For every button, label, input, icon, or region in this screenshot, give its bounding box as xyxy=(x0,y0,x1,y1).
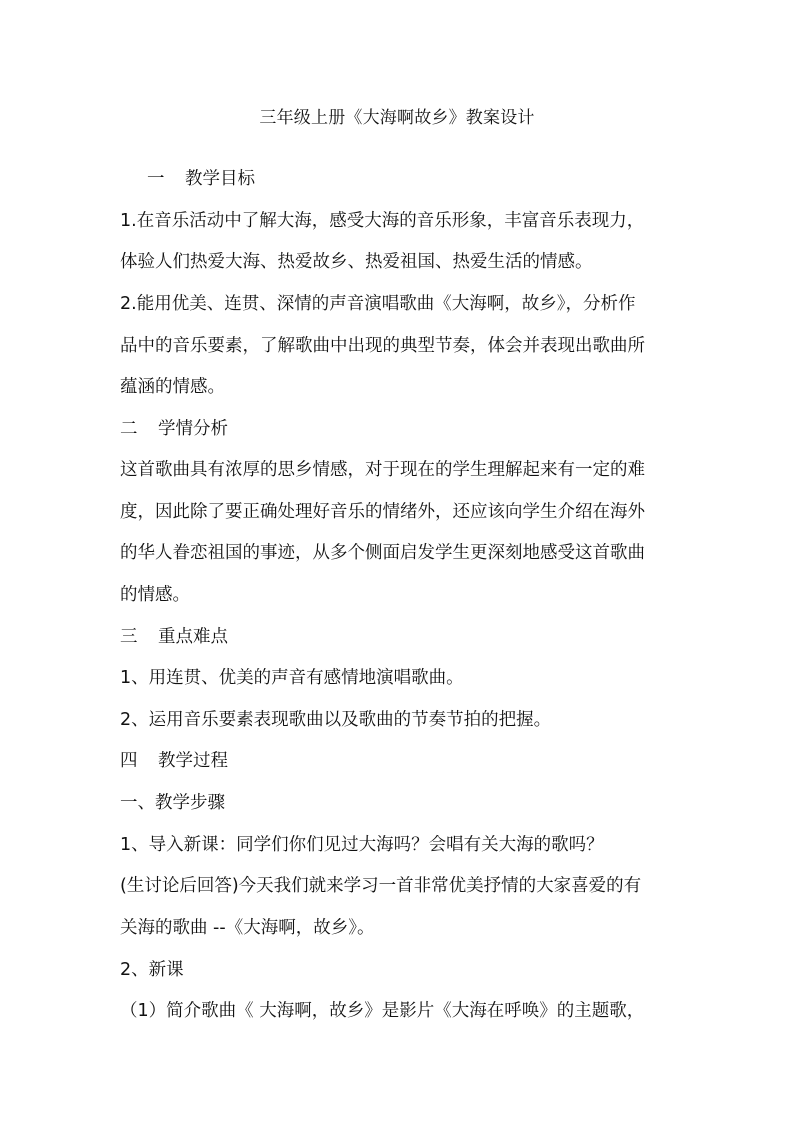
section-heading-goals xyxy=(147,166,255,192)
section-title: 教学目标 xyxy=(185,169,255,189)
paragraph-line: (生讨论后回答)今天我们就来学习一首非常优美抒情的大家喜爱的有 xyxy=(120,876,642,896)
paragraph-line: 蕴涵的情感。 xyxy=(120,377,225,397)
section-heading-process xyxy=(120,748,228,774)
list-item: （1）简介歌曲《 大海啊，故乡》是影片《大海在呼唤》的主题歌， xyxy=(120,1001,645,1021)
paragraph-line: 关海的歌曲 --《大海啊，故乡》。 xyxy=(120,918,375,938)
subheading: 一、教学步骤 xyxy=(120,793,225,813)
paragraph-line: 体验人们热爱大海、热爱故乡、热爱祖国、热爱生活的情感。 xyxy=(120,252,593,272)
section-title: 重点难点 xyxy=(158,627,228,647)
list-item: 2、新课 xyxy=(120,960,184,980)
paragraph-line: 的情感。 xyxy=(120,585,190,605)
list-item: 1、导入新课：同学们你们见过大海吗？会唱有关大海的歌吗？ xyxy=(120,835,604,855)
section-heading-analysis xyxy=(120,416,228,442)
section-number: 二 xyxy=(120,419,138,439)
paragraph-line: 品中的音乐要素，了解歌曲中出现的典型节奏，体会并表现出歌曲所 xyxy=(120,336,645,356)
section-title: 教学过程 xyxy=(158,751,228,771)
section-number: 三 xyxy=(120,627,138,647)
paragraph-line: 这首歌曲具有浓厚的思乡情感，对于现在的学生理解起来有一定的难 xyxy=(120,460,645,480)
list-item: 2、运用音乐要素表现歌曲以及歌曲的节奏节拍的把握。 xyxy=(120,710,552,730)
section-number: 一 xyxy=(147,169,165,189)
section-heading-key-points xyxy=(120,624,228,650)
list-item: 1、用连贯、优美的声音有感情地演唱歌曲。 xyxy=(120,668,464,688)
page-title: 三年级上册《大海啊故乡》教案设计 xyxy=(259,108,535,128)
section-number: 四 xyxy=(120,751,138,771)
paragraph-line: 的华人眷恋祖国的事迹，从多个侧面启发学生更深刻地感受这首歌曲 xyxy=(120,543,645,563)
paragraph-line: 1.在音乐活动中了解大海，感受大海的音乐形象，丰富音乐表现力， xyxy=(120,211,645,231)
paragraph-line: 2.能用优美、连贯、深情的声音演唱歌曲《大海啊，故乡》，分析作 xyxy=(120,294,636,314)
section-title: 学情分析 xyxy=(158,419,228,439)
paragraph-line: 度，因此除了要正确处理好音乐的情绪外，还应该向学生介绍在海外 xyxy=(120,502,645,522)
